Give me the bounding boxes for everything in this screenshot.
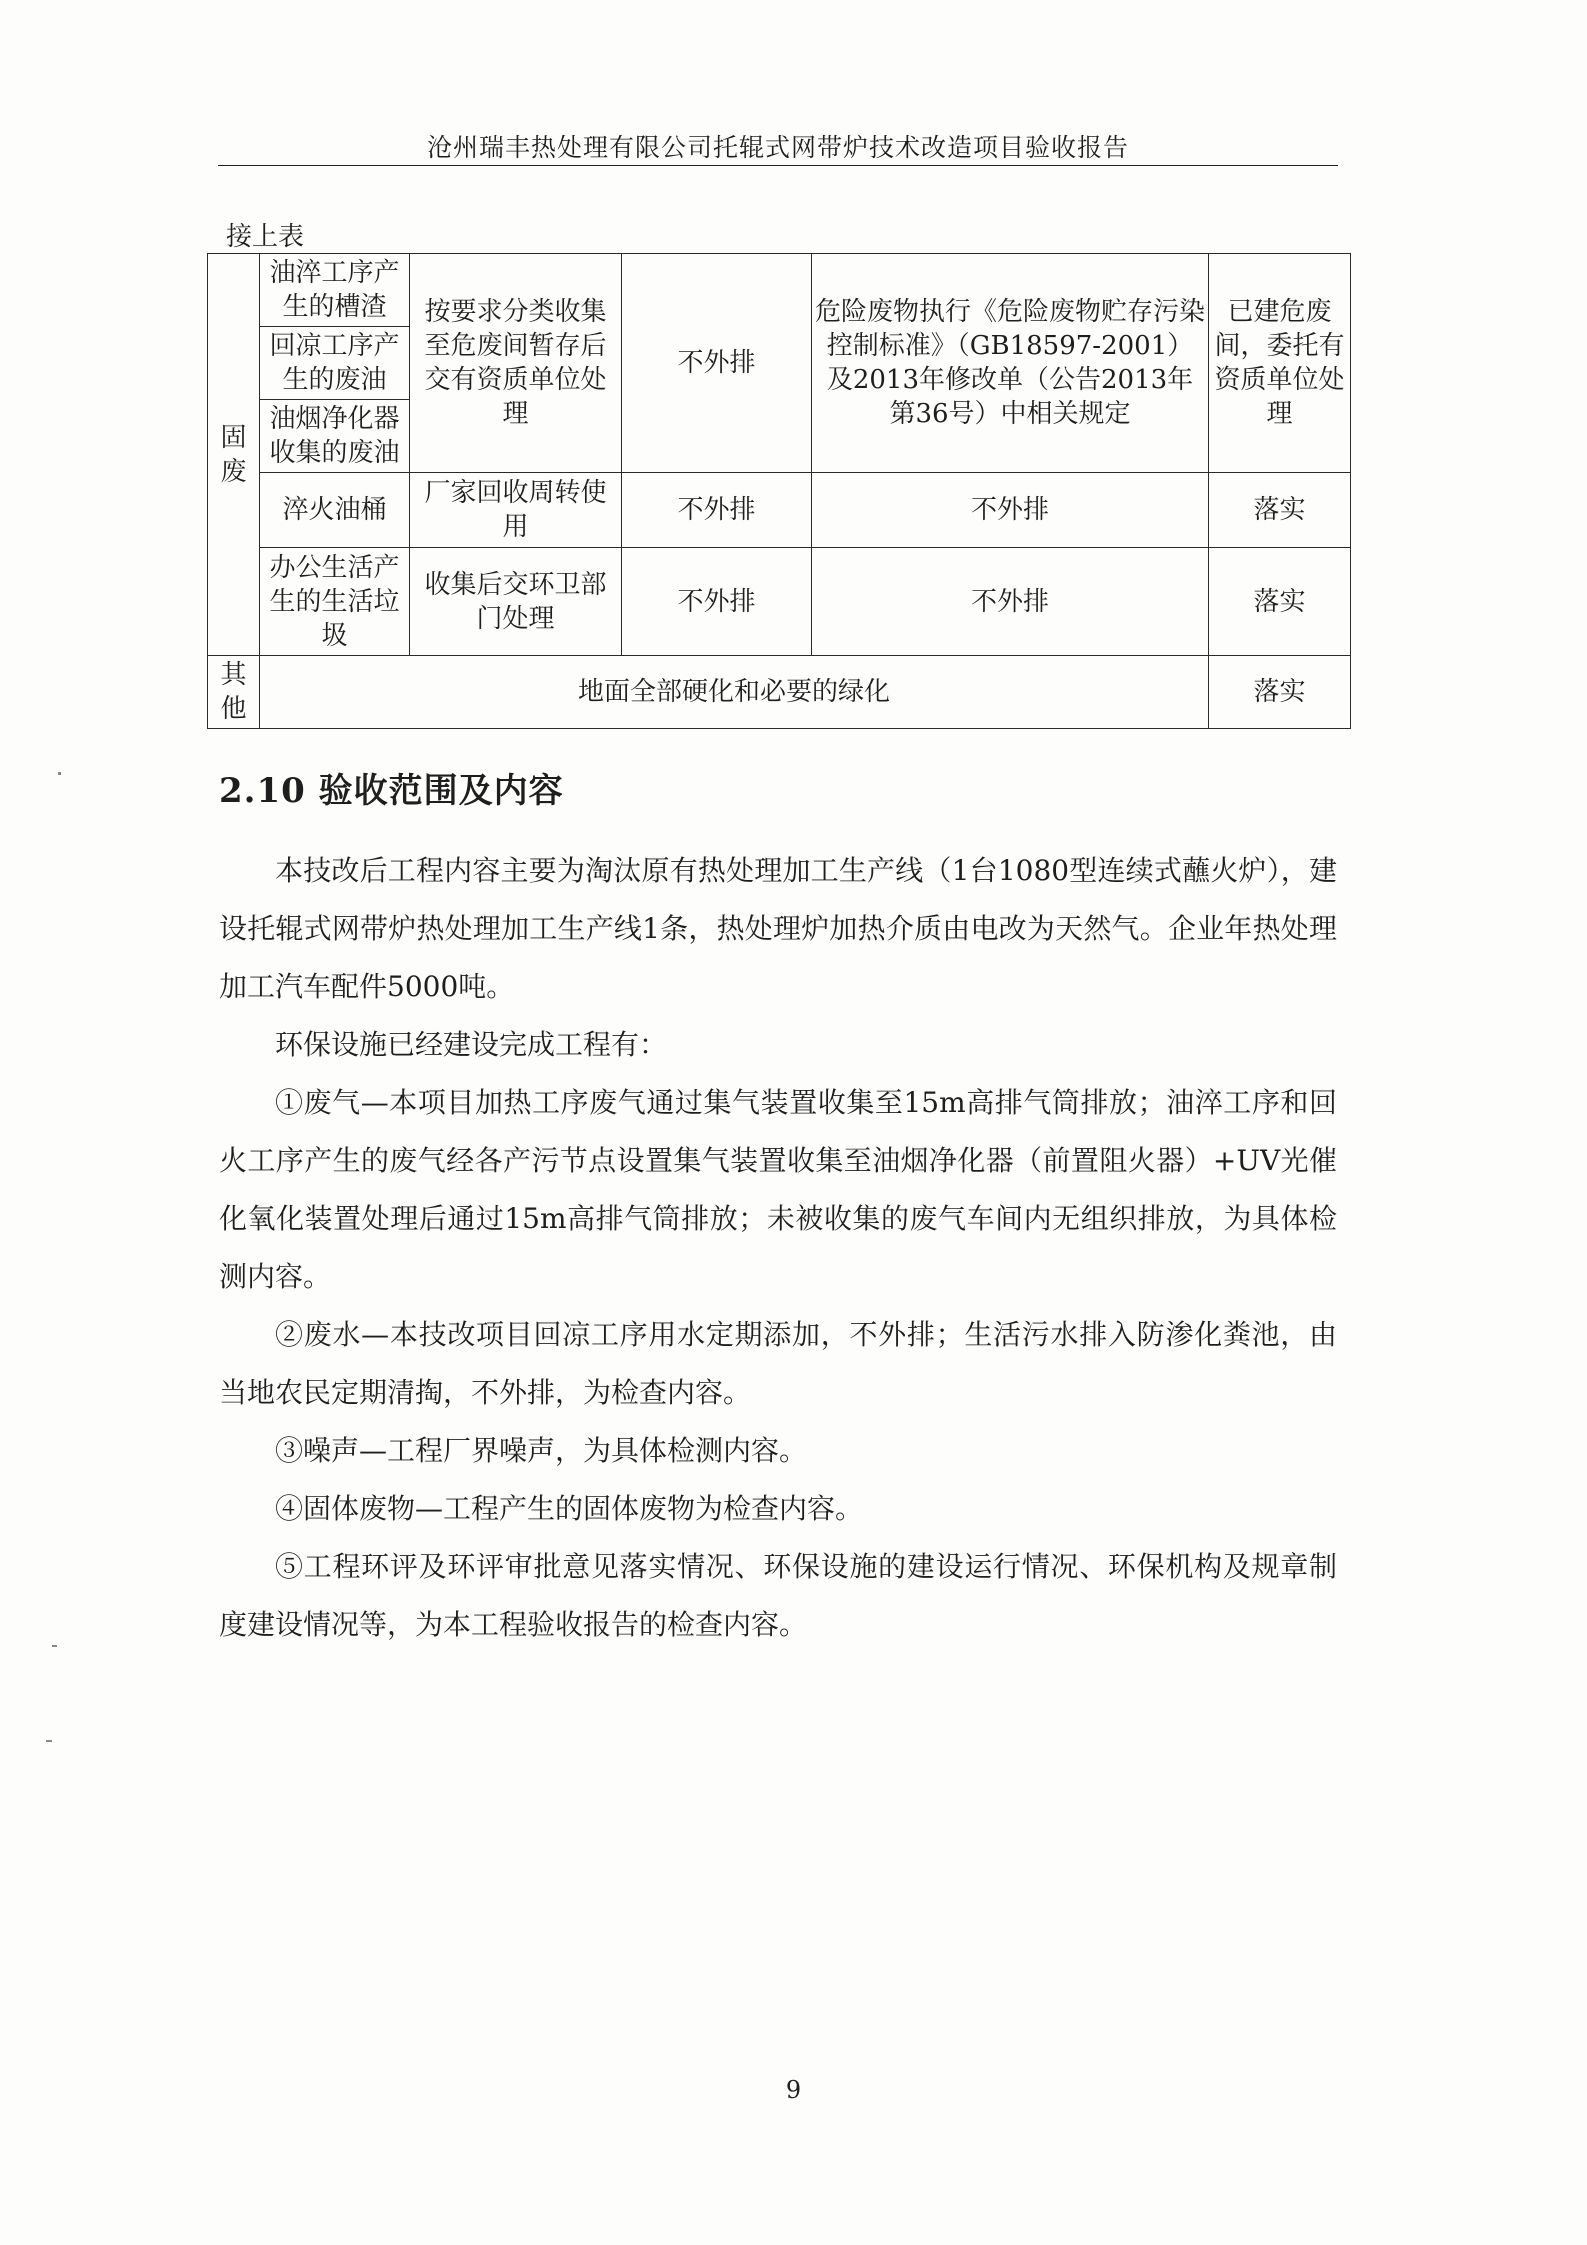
solid-waste-table	[207, 253, 1351, 729]
hazard-item-cell: 油淬工序产生的槽渣	[260, 254, 410, 327]
paragraph: ③噪声—工程厂界噪声，为具体检测内容。	[275, 1434, 808, 1467]
scan-speck	[58, 772, 61, 775]
section-heading: 2.10 验收范围及内容	[219, 771, 564, 811]
page-header: 沧州瑞丰热处理有限公司托辊式网带炉技术改造项目验收报告	[426, 133, 1129, 162]
paragraph: ④固体废物—工程产生的固体废物为检查内容。	[275, 1492, 864, 1525]
category-cell-other: 其他	[208, 656, 260, 729]
paragraph: 环保设施已经建设完成工程有：	[275, 1028, 668, 1061]
scan-speck	[46, 1740, 52, 1742]
other-content-cell: 地面全部硬化和必要的绿化	[260, 656, 1209, 729]
paragraph: 本技改后工程内容主要为淘汰原有热处理加工生产线（1台1080型连续式蘸火炉），建设托辊式网带炉热处理加工生产线1条，热处理炉加热介质由电改为天然气。企业年热处理加工汽车配件5000吨。	[219, 854, 1337, 1003]
row-item-cell: 办公生活产生的生活垃圾	[260, 548, 410, 656]
hazard-status-cell: 已建危废间，委托有资质单位处理	[1209, 254, 1351, 473]
row-status-cell: 落实	[1209, 548, 1351, 656]
paragraph: ②废水—本技改项目回凉工序用水定期添加，不外排；生活污水排入防渗化粪池，由当地农民定期清掏，不外排，为检查内容。	[219, 1318, 1337, 1409]
row-measure-cell: 厂家回收周转使用	[410, 473, 622, 548]
other-status-cell: 落实	[1209, 656, 1351, 729]
scan-speck	[52, 1645, 57, 1647]
hazard-measure-cell: 按要求分类收集至危废间暂存后交有资质单位处理	[410, 254, 622, 473]
row-discharge-cell: 不外排	[622, 548, 812, 656]
hazard-standard-cell: 危险废物执行《危险废物贮存污染控制标准》（GB18597-2001）及2013年修改单（公告2013年第36号）中相关规定	[812, 254, 1209, 473]
row-status-cell: 落实	[1209, 473, 1351, 548]
category-cell-solid-waste: 固废	[208, 254, 260, 656]
paragraph: ⑤工程环评及环评审批意见落实情况、环保设施的建设运行情况、环保机构及规章制度建设情况等，为本工程验收报告的检查内容。	[219, 1550, 1337, 1641]
hazard-discharge-cell: 不外排	[622, 254, 812, 473]
row-standard-cell: 不外排	[812, 473, 1209, 548]
row-item-cell: 淬火油桶	[260, 473, 410, 548]
hazard-item-cell: 油烟净化器收集的废油	[260, 400, 410, 473]
hazard-item-cell: 回凉工序产生的废油	[260, 327, 410, 400]
header-rule	[218, 165, 1338, 166]
page-number: 9	[785, 2076, 802, 2104]
paragraph: ①废气—本项目加热工序废气通过集气装置收集至15m高排气筒排放；油淬工序和回火工序产生的废气经各产污节点设置集气装置收集至油烟净化器（前置阻火器）+UV光催化氧化装置处理后通过15m高排气筒排放；未被收集的废气车间内无组织排放，为具体检测内容。	[219, 1086, 1337, 1293]
continued-table-label: 接上表	[226, 222, 305, 252]
row-standard-cell: 不外排	[812, 548, 1209, 656]
section-body	[219, 842, 1337, 1654]
row-measure-cell: 收集后交环卫部门处理	[410, 548, 622, 656]
row-discharge-cell: 不外排	[622, 473, 812, 548]
